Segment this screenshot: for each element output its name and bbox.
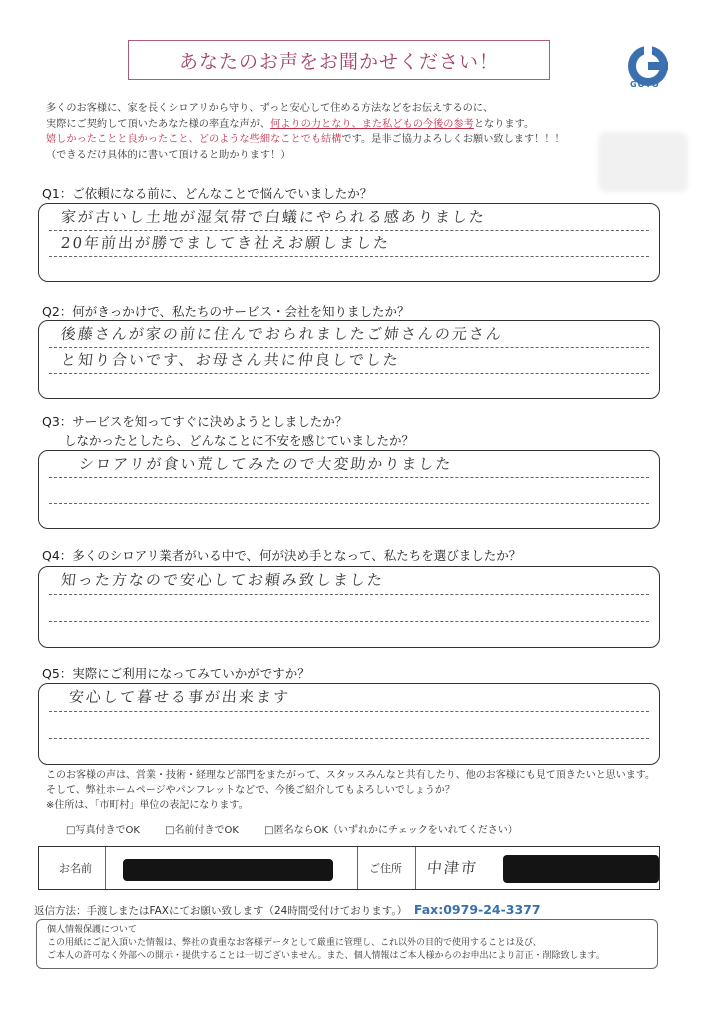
q1-answer-box[interactable] bbox=[38, 203, 660, 282]
checkbox-anonymous-ok[interactable]: □匿名ならOK（いずれかにチェックをいれてください） bbox=[264, 825, 518, 836]
page-title: あなたのお声をお聞かせください！ bbox=[128, 40, 550, 80]
logo-text: GOTO bbox=[630, 80, 660, 89]
address-label: ご住所 bbox=[369, 862, 402, 875]
q1-answer-line2: 20年前出が勝でましてき社えお願しました bbox=[60, 234, 391, 252]
q1-answer-line1: 家が古いし土地が湿気帯で白蟻にやられる感ありました bbox=[60, 208, 487, 226]
name-label: お名前 bbox=[59, 862, 92, 875]
q3-answer-box[interactable] bbox=[38, 450, 660, 529]
q1-label: Q1：ご依頼になる前に、どんなことで悩んでいましたか？ bbox=[42, 186, 373, 201]
checkbox-name-ok[interactable]: □名前付きでOK bbox=[165, 825, 239, 836]
address-redaction bbox=[503, 855, 659, 883]
q5-label: Q5：実際にご利用になってみていかがですか？ bbox=[42, 666, 310, 681]
privacy-notice: 個人情報保護について この用紙にご記入頂いた情報は、弊社の貴重なお客様データとして厳重に管理し、これ以外の目的で使用することは及び、 ご本人の許可なく外部への開示・提供することは一切ございません。また、個人情報はご本人様からのお申出により訂正・削除致します。 bbox=[36, 919, 658, 969]
checkbox-photo-ok[interactable]: □写真付きでOK bbox=[66, 825, 140, 836]
q2-answer-line1: 後藤さんが家の前に住んでおられましたご姉さんの元さん bbox=[60, 325, 504, 343]
q2-answer-line2: と知り合いです、お母さん共に仲良しでした bbox=[60, 351, 401, 369]
q3-label: Q3：サービスを知ってすぐに決めようとしましたか？ しなかったとしたら、どんなことに不安を感じていましたか？ bbox=[42, 414, 415, 448]
q5-answer-line1: 安心して暮せる事が出来ます bbox=[68, 688, 291, 706]
name-address-box bbox=[38, 846, 660, 890]
paper-smudge bbox=[598, 132, 688, 192]
q3-answer-line1: シロアリが食い荒してみたので大変助かりました bbox=[78, 455, 454, 473]
address-value: 中津市 bbox=[426, 859, 479, 877]
consent-checkboxes bbox=[66, 821, 540, 836]
name-redaction bbox=[123, 859, 333, 881]
q4-answer-box[interactable] bbox=[38, 566, 660, 648]
q4-answer-line1: 知った方なので安心してお頼み致しました bbox=[60, 571, 385, 589]
q2-answer-box[interactable] bbox=[38, 320, 660, 399]
q4-label: Q4：多くのシロアリ業者がいる中で、何が決め手となって、私たちを選びましたか？ bbox=[42, 548, 522, 563]
intro-text: 多くのお客様に、家を長くシロアリから守り、ずっと安心して住める方法などをお伝えするのに、 実際にご契約して頂いたあなた様の率直な声が、何よりの力となり、また私どもの今後の参考となります。 嬉しかったことと良かったこと、どのような些細なことでも結構です。是非ご協力よろしくお願い致します！！！ （できるだけ具体的に書いて頂けると助かります！） bbox=[46, 103, 565, 161]
q5-answer-box[interactable] bbox=[38, 683, 660, 765]
fax-number: Fax:0979-24-3377 bbox=[413, 902, 541, 917]
consent-text: このお客様の声は、営業・技術・経理など部門をまたがって、スタッスみんなと共有したり、他のお客様にも見て頂きたいと思います。 そして、弊社ホームページやパンフレットなどで、今後ご紹介してもよろしいでしょうか？ ※住所は、「市町村」単位の表記になります。 bbox=[46, 770, 655, 811]
send-method: 返信方法：手渡しまたはFAXにてお願い致します（24時間受付けております。） Fax:0979-24-3377 bbox=[34, 902, 541, 917]
q2-label: Q2：何がきっかけで、私たちのサービス・会社を知りましたか？ bbox=[42, 304, 410, 319]
